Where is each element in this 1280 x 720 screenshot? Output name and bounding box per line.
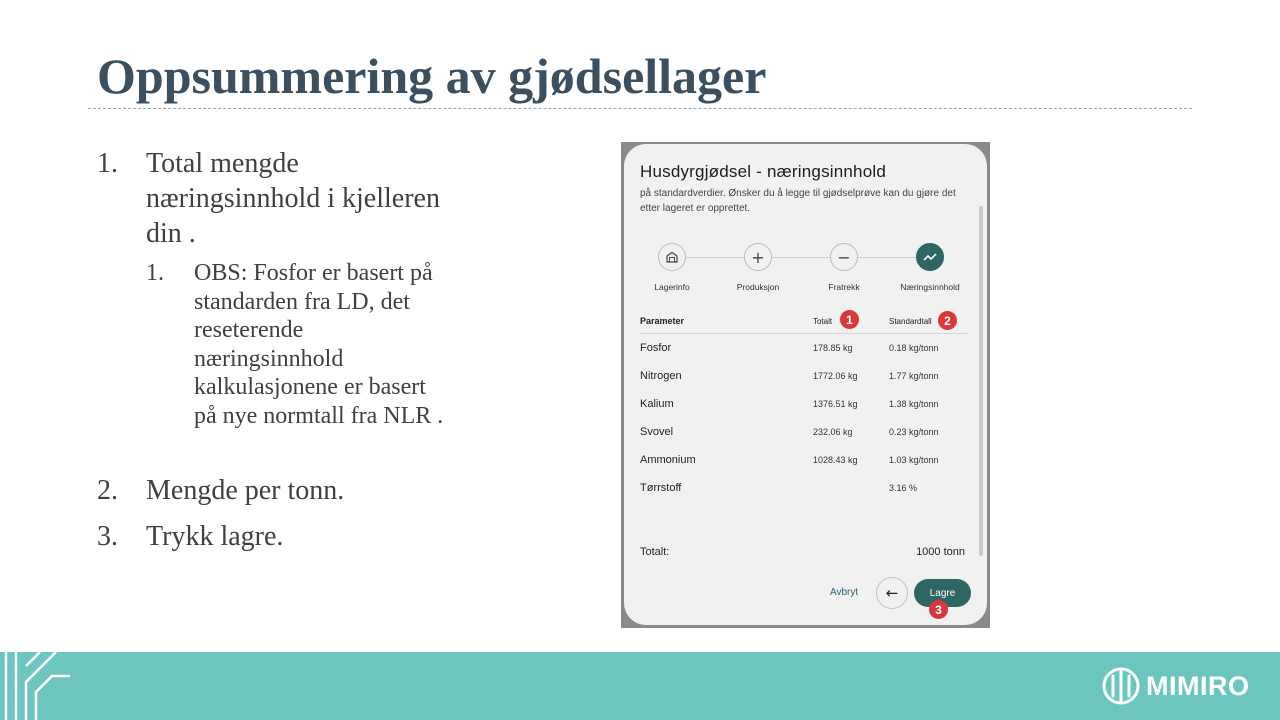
header-totalt: Totalt	[813, 317, 833, 326]
total-value: 1376.51 kg	[813, 399, 858, 409]
standard-value: 3.16 %	[889, 483, 918, 493]
standard-value: 1.77 kg/tonn	[889, 371, 939, 381]
cancel-button[interactable]: Avbryt	[830, 587, 859, 598]
building-icon	[666, 251, 678, 263]
nutrient-dialog	[624, 144, 987, 625]
sub-bullet-text: OBS: Fosfor er basert på standarden fra LD, det reseterende næringsinnhold kalkulasjonene er basert på nye normtall fra NLR .	[194, 260, 444, 429]
total-value: 232.06 kg	[813, 427, 853, 437]
step-label: Fratrekk	[828, 282, 860, 292]
standard-value: 0.23 kg/tonn	[889, 427, 939, 437]
minus-icon: −	[837, 247, 851, 267]
brand-name: MIMIRO	[1146, 671, 1250, 701]
total-value: 178.85 kg	[813, 343, 853, 353]
dialog-description: på standardverdier. Ønsker du å legge til gjødselprøve kan du gjøre det etter lageret er opprettet.	[640, 188, 956, 214]
table-divider	[640, 333, 968, 334]
bullet-text: Total mengde næringsinnhold i kjelleren din .	[146, 148, 440, 249]
dialog-title: Husdyrgjødsel - næringsinnhold	[640, 162, 887, 181]
bullet-text: Mengde per tonn.	[146, 475, 345, 506]
total-value: 1772.06 kg	[813, 371, 858, 381]
param-name: Fosfor	[640, 342, 672, 354]
callout-badge: 3	[929, 600, 948, 619]
stepper-connector	[772, 257, 830, 258]
title-divider	[88, 108, 1192, 109]
mimiro-logo-icon	[1101, 666, 1141, 706]
footer-bar	[0, 652, 1280, 720]
plus-icon: +	[751, 247, 765, 267]
param-name: Kalium	[640, 398, 674, 410]
param-name: Nitrogen	[640, 370, 682, 382]
step-fratrekk[interactable]	[830, 243, 858, 271]
back-button[interactable]	[876, 577, 908, 609]
sub-bullet-number: 1.	[146, 260, 164, 286]
stepper-connector	[686, 257, 744, 258]
save-button[interactable]: Lagre	[914, 579, 971, 607]
step-label: Næringsinnhold	[900, 282, 960, 292]
total-value-sum: 1000 tonn	[916, 546, 965, 558]
header-standardtall: Standardtall	[889, 317, 932, 326]
bullet-text: Trykk lagre.	[146, 521, 284, 552]
bullet-number: 2.	[97, 475, 118, 506]
standard-value: 1.03 kg/tonn	[889, 455, 939, 465]
step-produksjon[interactable]	[744, 243, 772, 271]
step-lagerinfo[interactable]	[658, 243, 686, 271]
step-naeringsinnhold[interactable]	[916, 243, 944, 271]
dialog-screenshot	[621, 142, 990, 628]
callout-badge: 2	[938, 311, 957, 330]
stepper-connector	[858, 257, 916, 258]
step-label: Produksjon	[736, 282, 780, 292]
arrow-left-icon: ←	[885, 584, 899, 602]
standard-value: 0.18 kg/tonn	[889, 343, 939, 353]
callout-badge: 1	[840, 310, 859, 329]
circuit-decoration-icon	[0, 652, 70, 720]
standard-value: 1.38 kg/tonn	[889, 399, 939, 409]
dialog-scrollbar[interactable]	[979, 206, 983, 556]
param-name: Tørrstoff	[640, 482, 682, 494]
total-label: Totalt:	[640, 546, 670, 558]
trend-icon	[923, 252, 937, 262]
total-value: 1028.43 kg	[813, 455, 858, 465]
param-name: Svovel	[640, 426, 674, 438]
header-parameter: Parameter	[640, 316, 685, 326]
step-label: Lagerinfo	[654, 282, 690, 292]
bullet-number: 3.	[97, 521, 118, 552]
slide-title: Oppsummering av gjødsellager	[97, 48, 767, 104]
bullet-number: 1.	[97, 148, 118, 179]
param-name: Ammonium	[640, 454, 696, 466]
